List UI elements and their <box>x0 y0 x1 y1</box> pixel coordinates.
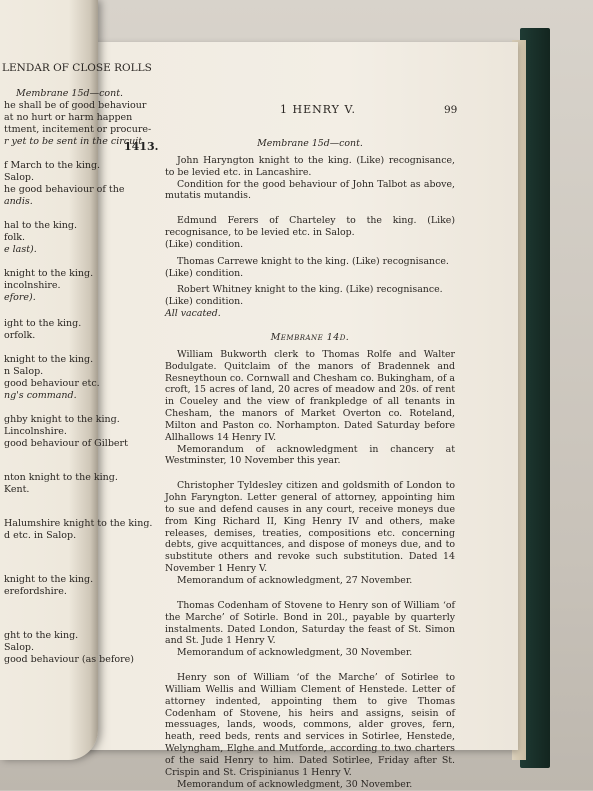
left-line: ghby knight to the king. <box>4 414 120 425</box>
entry-memorandum: Memorandum of acknowledgment in chancery at Westminster, 10 November this year. <box>165 443 455 467</box>
running-head: 1 HENRY V. <box>280 103 356 116</box>
left-line: Lincolnshire. <box>4 426 67 437</box>
entry-condition: (Like) condition. <box>165 296 244 308</box>
left-line: at no hurt or harm happen <box>4 112 133 123</box>
left-line: incolnshire. <box>4 280 61 291</box>
entry <box>165 600 455 659</box>
left-line: Membrane 15d—cont. <box>16 88 124 99</box>
left-line: hal to the king. <box>4 220 77 231</box>
entry-main: Thomas Carrewe knight to the king. (Like) recognisance. <box>177 255 449 267</box>
left-line: Kent. <box>4 484 30 495</box>
right-page-content <box>165 138 455 791</box>
entry <box>165 284 455 320</box>
page-number: 99 <box>444 104 458 116</box>
left-line: r yet to be sent in the circuit <box>4 136 143 147</box>
entry-main: John Haryngton knight to the king. (Like) recognisance, to be levied etc. in Lancashire. <box>165 154 455 178</box>
left-line: Halumshire knight to the king. <box>4 518 153 529</box>
entry-main: Thomas Codenham of Stovene to Henry son of William ‘of the Marche’ of Sotirle. Bond in 20l., payable by quarterly instalments. Dated London, Saturday the feast of St. Simon and St. Jude 1 Henry V. <box>165 599 455 647</box>
membrane-heading: Membrane 14d. <box>270 331 350 343</box>
left-line: e last). <box>4 244 37 255</box>
left-line: good behaviour etc. <box>4 378 100 389</box>
left-line: he good behaviour of the <box>4 184 125 195</box>
entry-condition: Condition for the good behaviour of John Talbot as above, mutatis mutandis. <box>165 178 455 202</box>
left-line: knight to the king. <box>4 354 94 365</box>
membrane-heading: Membrane 15d—cont. <box>257 138 363 149</box>
entry-condition: (Like) condition. <box>165 267 244 279</box>
left-line: f March to the king. <box>4 160 101 171</box>
entry-main: Henry son of William ‘of the Marche’ of Sotirlee to William Wellis and William Clement of Henstede. Letter of attorney indented, appointing them to give Thomas Codenham of Stovene, his heirs and assigns, seisin of messuages, lands, woods, commons, alder groves, fern, heath, reed beds, rents and services in Sotirlee, Henstede, Welyngham, Elghe and Mutforde, according to two charters of the said Henry to him. Dated Sotirlee, Friday after St. Crispin and St. Crispinianus 1 Henry V. <box>165 672 455 778</box>
left-line: knight to the king. <box>4 574 94 585</box>
left-running-head: LENDAR OF CLOSE ROLLS <box>2 62 152 74</box>
entry <box>165 349 455 467</box>
left-line: nton knight to the king. <box>4 472 118 483</box>
left-line: ttment, incitement or procure- <box>4 124 152 135</box>
left-line: folk. <box>4 232 26 243</box>
left-line: ng's command. <box>4 390 77 401</box>
left-line: good behaviour of Gilbert <box>4 438 128 449</box>
left-line: andis. <box>4 196 33 207</box>
entry-memorandum: Memorandum of acknowledgment, 30 November. <box>177 647 413 659</box>
entry <box>165 215 455 251</box>
entry-condition: (Like) condition. <box>165 238 244 250</box>
entry-vacated-note: All vacated. <box>165 308 221 320</box>
entry <box>165 256 455 280</box>
entry-main: Robert Whitney knight to the king. (Like) recognisance. <box>177 284 443 296</box>
left-line: erefordshire. <box>4 586 67 597</box>
left-line: ght to the king. <box>4 630 79 641</box>
entry-main: Christopher Tyldesley citizen and goldsmith of London to John Faryngton. Letter general of attorney, appointing him to sue and defend causes in any court, receive moneys due from King Richard II, King Henry IV and others, make releases, demises, treaties, compositions etc. concerning debts, give acquittances, and dispose of moneys due, and to substitute others and revoke such substitution. Dated 14 November 1 Henry V. <box>165 480 455 575</box>
entry-memorandum: Memorandum of acknowledgment, 27 November. <box>177 575 413 586</box>
entry-main: William Bukworth clerk to Thomas Rolfe and Walter Bodulgate. Quitclaim of the manors of Bradennek and Resneythoun co. Cornwall and Chesham co. Bukingham, of a croft, 15 acres of land, 20 acres of meadow and 20s. of rent in Coueley and the view of frankpledge of all tenants in Chesham, the manors of Market Overton co. Roteland, Milton and Paston co. Norhampton. Dated Saturday before Allhallows 14 Henry IV. <box>165 348 455 443</box>
left-line: n Salop. <box>4 366 44 377</box>
left-line: efore). <box>4 292 36 303</box>
entry <box>165 155 455 202</box>
left-line: d etc. in Salop. <box>4 530 77 541</box>
left-line: ight to the king. <box>4 318 82 329</box>
entry-main: Edmund Ferers of Charteley to the king. (Like) recognisance, to be levied etc. in Salop. <box>165 215 455 239</box>
left-line: Salop. <box>4 642 35 653</box>
entry <box>165 480 455 587</box>
left-line: good behaviour (as before) <box>4 654 134 665</box>
left-line: orfolk. <box>4 330 36 341</box>
entry <box>165 672 455 790</box>
left-line: Salop. <box>4 172 35 183</box>
left-line: he shall be of good behaviour <box>4 100 147 111</box>
year-margin: 1413. <box>124 140 159 153</box>
left-line: knight to the king. <box>4 268 94 279</box>
entry-memorandum: Memorandum of acknowledgment, 30 November. <box>177 778 413 790</box>
